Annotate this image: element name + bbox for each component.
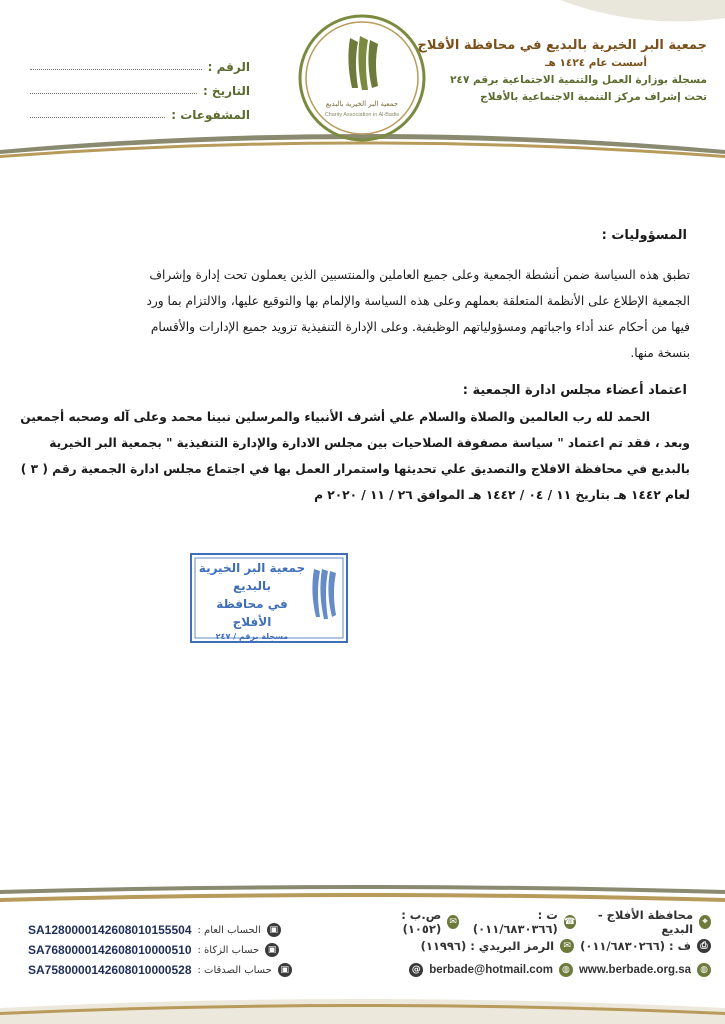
paragraph-line: لعام ١٤٤٢ هـ بتاريخ ١١ / ٠٤ / ١٤٤٢ هـ الموافق ٢٦ / ١١ / ٢٠٢٠ م [314,488,690,502]
location-text: محافظة الأفلاج - البديع [597,908,694,936]
globe-icon: ◍ [559,963,573,977]
website-link[interactable]: www.berbade.org.sa [578,964,691,976]
globe-icon: ◍ [697,963,711,977]
phone-text: ت : (٠١١/٦٨٣٠٣٦٦) [472,908,558,936]
account-number: SA7680000142608010000510 [28,943,192,957]
stamp-line: مسجلة برقم / ٢٤٧ [215,632,289,641]
phone-icon: ☎ [564,917,576,927]
paragraph-line: وبعد ، فقد تم اعتماد " سياسة مصفوفة الصلاحيات بين مجلس الادارة والإدارة التنفيذية " بجمعية البر الخيرية [49,436,690,450]
contact-row-2 [371,934,711,958]
stamp-line: جمعية البر الخيرية [198,561,306,575]
date-label: التاريخ : [202,84,250,98]
paragraph-line: الحمد لله رب العالمين والصلاة والسلام علي أشرف الأنبياء والمرسلين نبينا محمد وعلى آله وصحبه أجمعين [20,410,650,424]
ref-number-line [30,68,202,70]
account-label: الحساب العام : [197,924,261,936]
organization-name: جمعية البر الخيرية بالبديع في محافظة الأفلاج [417,38,707,53]
organization-logo [296,12,428,144]
contact-row-1 [371,910,711,934]
attachments-row [30,98,250,122]
stamp-line: في محافظة الأفلاج [216,597,288,629]
account-label: حساب الزكاة : [197,944,260,956]
ref-number-row [30,50,250,74]
logo-arabic-text: جمعية البر الخيرية بالبديع [325,100,399,108]
responsibilities-heading: المسؤوليات : [601,228,687,243]
paragraph-line: تطبق هذه السياسة ضمن أنشطة الجمعية وعلى جميع العاملين والمنتسبين الذين يعملون تحت إدارة وإشراف [149,268,690,282]
organization-info [407,38,707,107]
account-row [28,940,318,960]
email-link[interactable]: berbade@hotmail.com [429,964,553,976]
paragraph-line: بنسخة منها. [630,346,690,360]
fax-icon: ⎙ [697,939,711,953]
ref-number-label: الرقم : [207,60,250,74]
bank-icon: ▣ [265,943,279,957]
email-icon: @ [409,963,423,977]
location-icon: ⌖ [699,915,711,929]
account-number: SA1280000142608010155504 [28,923,192,937]
postal-icon: ✉ [560,939,574,953]
date-row [30,74,250,98]
account-row [28,920,318,940]
account-row [28,960,318,980]
paragraph-line: بالبديع في محافظة الافلاج والتصديق علي تحديثها واستمرار العمل بها في اجتماع مجلس ادارة الجمعية رقم ( ٣ ) [20,462,690,476]
responsibilities-paragraph [36,262,690,366]
fax-text: ف : (٠١١/٦٨٣٠٢٦٦) [580,939,691,953]
registration-line: مسجلة بوزارة العمل والتنمية الاجتماعية برقم ٢٤٧ [450,74,707,86]
mailbox-icon: ✉ [447,915,459,929]
paragraph-line: الجمعية الإطلاع على الأنظمة المتعلقة بعملهم وعلى هذه السياسة والإلمام بها والتوقيع عليها، والالتزام بما ورد [146,294,690,308]
reference-fields [30,50,250,122]
stamp-text [196,559,308,643]
supervision-line: تحت إشراف مركز التنمية الاجتماعية بالأفلاج [480,91,707,103]
bank-accounts [28,920,318,980]
stamp-line: بالبديع [232,579,272,593]
official-stamp [190,553,348,643]
account-number: SA7580000142608010000528 [28,963,192,977]
logo-english-text: Charity Association in Al-Badie [324,112,400,118]
paragraph-line: فيها من أحكام عند أداء واجباتهم ومسؤولياتهم الوظيفية. وعلى الإدارة التنفيذية تزويد جميع الإدارات والأقسام [150,320,690,334]
logo-emblem-icon [296,12,428,144]
contact-info [371,910,711,982]
approval-paragraph [20,404,690,508]
approval-heading: اعتماد أعضاء مجلس ادارة الجمعية : [462,383,687,398]
contact-row-3 [371,958,711,982]
date-line [30,92,197,94]
bank-icon: ▣ [267,923,281,937]
bank-icon: ▣ [278,963,292,977]
postal-text: الرمز البريدي : (١١٩٩٦) [420,939,555,953]
founded-line: أسست عام ١٤٢٤ هـ [544,57,647,69]
attachments-label: المشفوعات : [171,108,250,122]
pobox-text: ص.ب : (١٠٥٢) [401,908,442,936]
attachments-line [30,116,165,118]
account-label: حساب الصدقات : [197,964,272,976]
